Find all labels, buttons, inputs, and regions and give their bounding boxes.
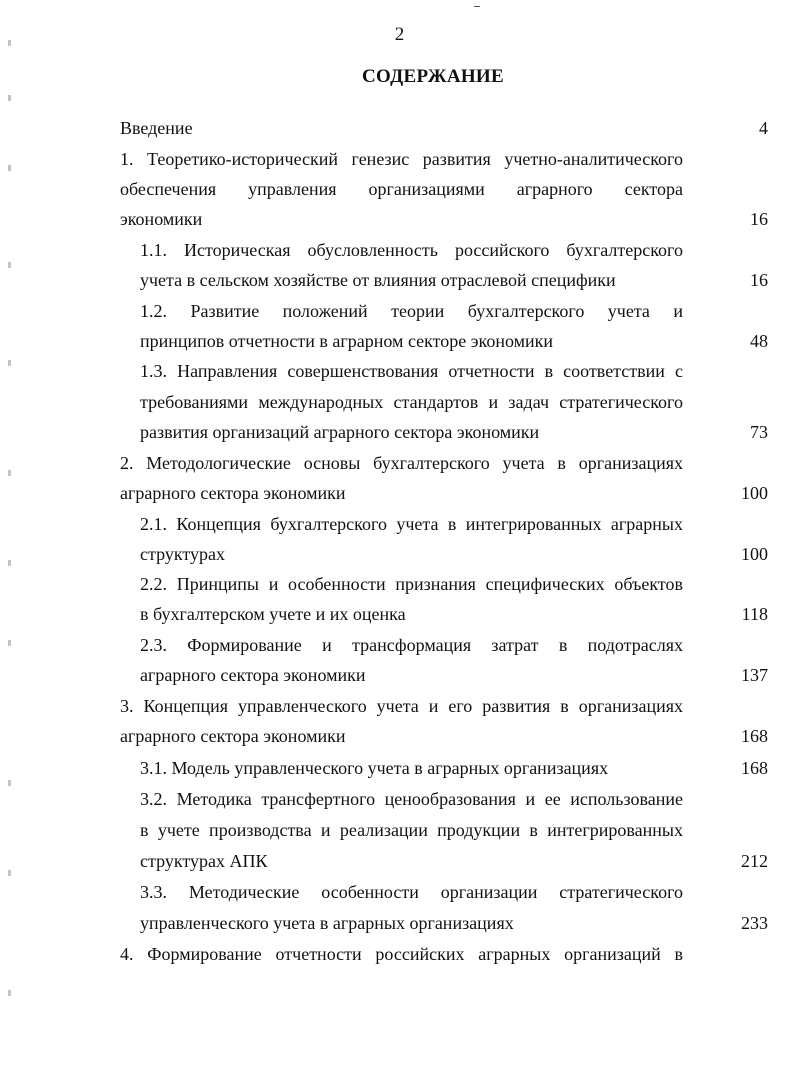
toc-s33-line1: 3.3. Методические особенности организации стратегического	[140, 882, 683, 902]
toc-ch1-line2: обеспечения управления организациями аграрного сектора	[120, 179, 683, 199]
toc-s21-line2: структурах	[140, 544, 225, 564]
toc-s21-line1: 2.1. Концепция бухгалтерского учета в интегрированных аграрных	[140, 514, 683, 534]
toc-ch1-page: 16	[750, 209, 768, 229]
toc-ch3-line2: аграрного сектора экономики	[120, 726, 346, 746]
scan-margin-mark	[8, 95, 11, 101]
scan-margin-mark	[8, 990, 11, 996]
toc-s13-line3: развития организаций аграрного сектора экономики	[140, 422, 540, 442]
toc-s11-line1: 1.1. Историческая обусловленность российского бухгалтерского	[140, 240, 683, 260]
toc-ch2-page: 100	[741, 483, 768, 503]
toc-s23-line1: 2.3. Формирование и трансформация затрат в подотраслях	[140, 635, 683, 655]
page-number: 2	[394, 24, 405, 45]
toc-s22-line2: в бухгалтерском учете и их оценка	[140, 604, 406, 624]
toc-s32-page: 212	[741, 851, 768, 871]
scan-margin-mark	[8, 640, 11, 646]
scan-margin-mark	[8, 560, 11, 566]
toc-s13-line2: требованиями международных стандартов и задач стратегического	[140, 392, 683, 412]
toc-s12-line2: принципов отчетности в аграрном секторе экономики	[140, 331, 554, 351]
toc-intro-page: 4	[759, 118, 768, 138]
toc-s22-line1: 2.2. Принципы и особенности признания специфических объектов	[140, 574, 683, 594]
scan-margin-mark	[8, 165, 11, 171]
toc-s12-page: 48	[750, 331, 768, 351]
toc-s13-line1: 1.3. Направления совершенствования отчетности в соответствии с	[140, 361, 683, 381]
toc-ch2-line2: аграрного сектора экономики	[120, 483, 346, 503]
toc-s11-line2: учета в сельском хозяйстве от влияния отраслевой специфики	[140, 270, 616, 290]
toc-s22-page: 118	[741, 604, 768, 624]
scan-margin-mark	[8, 780, 11, 786]
scan-mark	[474, 6, 480, 7]
toc-s32-line1: 3.2. Методика трансфертного ценообразования и ее использование	[140, 789, 683, 809]
toc-s32-line2: в учете производства и реализации продукции в интегрированных	[140, 820, 683, 840]
scan-margin-mark	[8, 870, 11, 876]
toc-s33-page: 233	[741, 913, 768, 933]
toc-s31-line1: 3.1. Модель управленческого учета в аграрных организациях	[140, 758, 609, 778]
toc-s13-page: 73	[750, 422, 768, 442]
toc-s23-page: 137	[741, 665, 768, 685]
toc-ch1-line1: 1. Теоретико-исторический генезис развития учетно-аналитического	[120, 149, 683, 169]
toc-s33-line2: управленческого учета в аграрных организациях	[140, 913, 514, 933]
toc-ch1-line3: экономики	[120, 209, 203, 229]
scan-margin-mark	[8, 262, 11, 268]
toc-ch3-line1: 3. Концепция управленческого учета и его развития в организациях	[120, 696, 683, 716]
toc-s11-page: 16	[750, 270, 768, 290]
toc-s12-line1: 1.2. Развитие положений теории бухгалтерского учета и	[140, 301, 683, 321]
toc-ch2-line1: 2. Методологические основы бухгалтерского учета в организациях	[120, 453, 683, 473]
scan-margin-mark	[8, 470, 11, 476]
toc-s32-line3: структурах АПК	[140, 851, 268, 871]
toc-s21-page: 100	[741, 544, 768, 564]
toc-s23-line2: аграрного сектора экономики	[140, 665, 366, 685]
scan-margin-mark	[8, 360, 11, 366]
toc-intro-title: Введение	[120, 118, 193, 138]
page-title: СОДЕРЖАНИЕ	[362, 66, 504, 87]
toc-ch3-page: 168	[741, 726, 768, 746]
toc-ch4-line1: 4. Формирование отчетности российских аграрных организаций в	[120, 944, 683, 964]
toc-s31-page: 168	[741, 758, 768, 778]
